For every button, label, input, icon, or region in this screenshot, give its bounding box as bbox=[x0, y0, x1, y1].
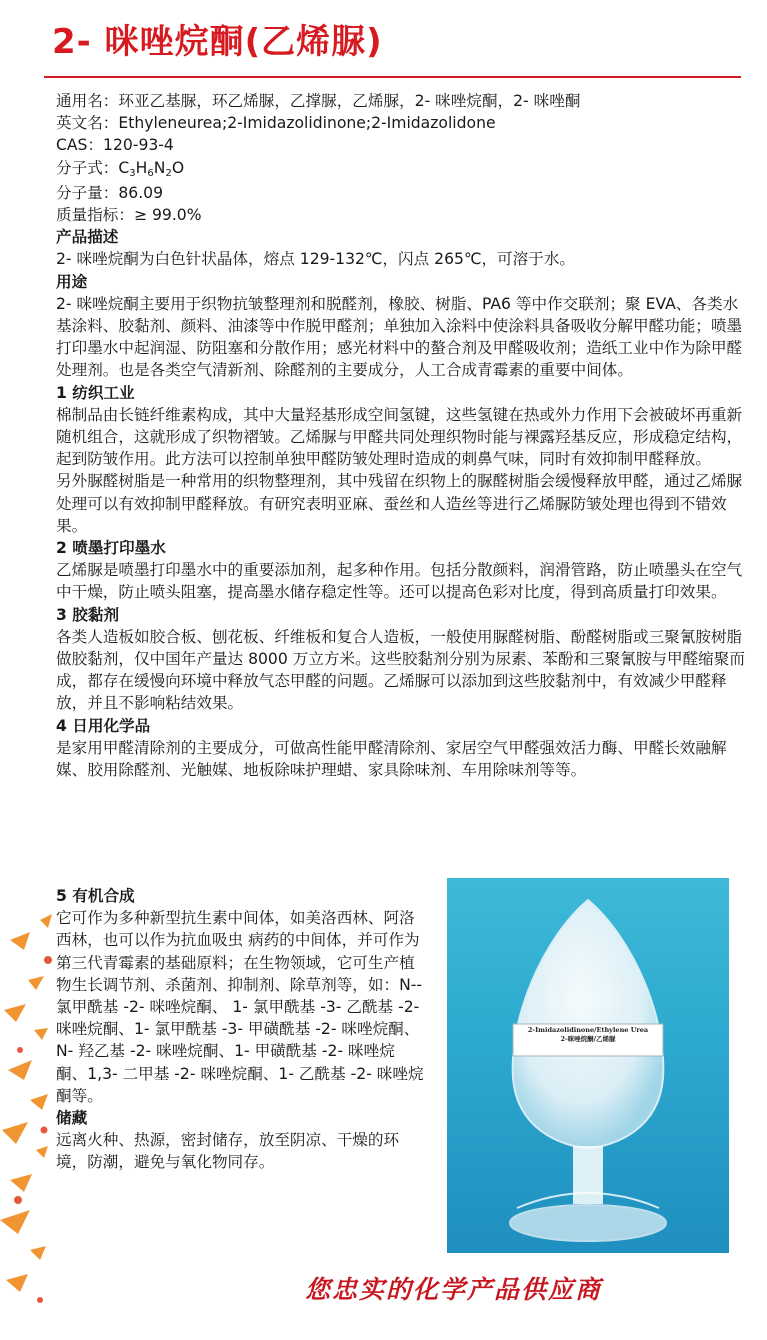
product-label: 2-Imidazolidinone/Ethylene Urea 2-咪唑烷酮/乙烯脲 bbox=[527, 1026, 649, 1043]
storage-heading: 储藏 bbox=[56, 1109, 88, 1128]
description-text: 2- 咪唑烷酮为白色针状晶体，熔点 129-132℃，闪点 265℃，可溶于水。 bbox=[56, 250, 576, 269]
adhesive-text: 各类人造板如胶合板、刨花板、纤维板和复合人造板，一般使用脲醛树脂、酚醛树脂或三聚氰胺树脂做胶黏剂，仅中国年产量达 8000 万立方米。这些胶黏剂分别为尿素、苯酚和三聚氰胺与甲醛缩聚而成，都存在缓慢向环境中释放气态甲醛的问题。乙烯脲可以添加到这些胶黏剂中，有效减少甲醛释放，并且不影响粘结效果。 bbox=[56, 627, 745, 713]
daily-chem-text: 是家用甲醛清除剂的主要成分，可做高性能甲醛清除剂、家居空气甲醛强效活力酶、甲醛长效融解媒、胶用除醛剂、光触媒、地板除味护理蜡、家具除味剂、车用除味剂等等。 bbox=[56, 738, 727, 780]
main-content bbox=[56, 90, 746, 781]
daily-chem-heading: 4 日用化学品 bbox=[56, 716, 151, 735]
title-divider bbox=[44, 76, 741, 78]
product-photo bbox=[447, 878, 729, 1253]
textile-heading: 1 纺织工业 bbox=[56, 383, 135, 402]
ink-heading: 2 喷墨打印墨水 bbox=[56, 539, 166, 558]
english-name: 英文名：Ethyleneurea;2-Imidazolidinone;2-Imidazolidone bbox=[56, 114, 496, 133]
storage-text: 远离火种、热源，密封储存，放至阴凉、干燥的环境，防潮，避免与氧化物同存。 bbox=[56, 1131, 400, 1172]
molecular-formula: 分子式：C3H6N2O bbox=[56, 158, 185, 179]
common-name: 通用名：环亚乙基脲，环乙烯脲，乙撑脲，乙烯脲，2- 咪唑烷酮，2- 咪唑酮 bbox=[56, 92, 581, 110]
textile-paragraph-1: 棉制品由长链纤维素构成，其中大量羟基形成空间氢键，这些氢键在热或外力作用下会被破坏再重新随机组合，这就形成了织物褶皱。乙烯脲与甲醛共同处理织物时能与裸露羟基反应，形成稳定结构，起到防皱作用。此方法可以控制单独甲醛防皱处理时造成的刺鼻气味，同时有效抑制甲醛释放。 bbox=[56, 405, 743, 469]
organic-heading: 5 有机合成 bbox=[56, 887, 135, 905]
purity-spec: 质量指标：≥ 99.0% bbox=[56, 206, 202, 225]
page-title: 2- 咪唑烷酮(乙烯脲) bbox=[52, 22, 383, 62]
usage-text: 2- 咪唑烷酮主要用于织物抗皱整理剂和脱醛剂，橡胶、树脂、PA6 等中作交联剂；聚 EVA、各类水基涂料、胶黏剂、颜料、油漆等中作脱甲醛剂；单独加入涂料中使涂料具备吸收分解甲醛功能；喷墨打印墨水中起润湿、防阻塞和分散作用；感光材料中的螯合剂及甲醛吸收剂；造纸工业中作为除甲醛处理剂。也是各类空气清新剂、除醛剂的主要成分，人工合成青霉素的重要中间体。 bbox=[56, 294, 743, 380]
adhesive-heading: 3 胶黏剂 bbox=[56, 605, 120, 624]
lower-left-content bbox=[56, 885, 426, 1174]
cas-number: CAS：120-93-4 bbox=[56, 136, 174, 155]
ink-text: 乙烯脲是喷墨打印墨水中的重要添加剂，起多种作用。包括分散颜料，润滑管路，防止喷墨头在空气中干燥，防止喷头阻塞，提高墨水储存稳定性等。还可以提高色彩对比度，得到高质量打印效果。 bbox=[56, 561, 743, 602]
organic-text: 它可作为多种新型抗生素中间体，如美洛西林、阿洛西林，也可以作为抗血吸虫 病药的中间体，并可作为第三代青霉素的基础原料；在生物领域，它可生产植物生长调节剂、杀菌剂、抑制剂、除草剂等，如：N-- 氯甲酰基 -2- 咪唑烷酮、 1- 氯甲酰基 -3- 乙酰基 -2- 咪唑烷酮、1- 氯甲酰基 -3- 甲磺酰基 -2- 咪唑烷酮、N- 羟乙基 -2- 咪唑烷酮、1- 甲磺酰基 -2- 咪唑烷酮、1,3- 二甲基 -2- 咪唑烷酮、1- 乙酰基 -2- 咪唑烷酮等。 bbox=[56, 909, 424, 1105]
molecular-weight: 分子量：86.09 bbox=[56, 183, 164, 202]
company-slogan: 您忠实的化学产品供应商 bbox=[305, 1275, 603, 1304]
description-heading: 产品描述 bbox=[56, 228, 119, 247]
brush-stroke-decoration bbox=[0, 900, 70, 1320]
flask-illustration bbox=[447, 878, 729, 1253]
textile-paragraph-2: 另外脲醛树脂是一种常用的织物整理剂，其中残留在织物上的脲醛树脂会缓慢释放甲醛，通过乙烯脲处理可以有效抑制甲醛释放。有研究表明亚麻、蚕丝和人造丝等进行乙烯脲防皱处理也得到不错效果。 bbox=[56, 472, 743, 535]
usage-heading: 用途 bbox=[56, 272, 88, 291]
